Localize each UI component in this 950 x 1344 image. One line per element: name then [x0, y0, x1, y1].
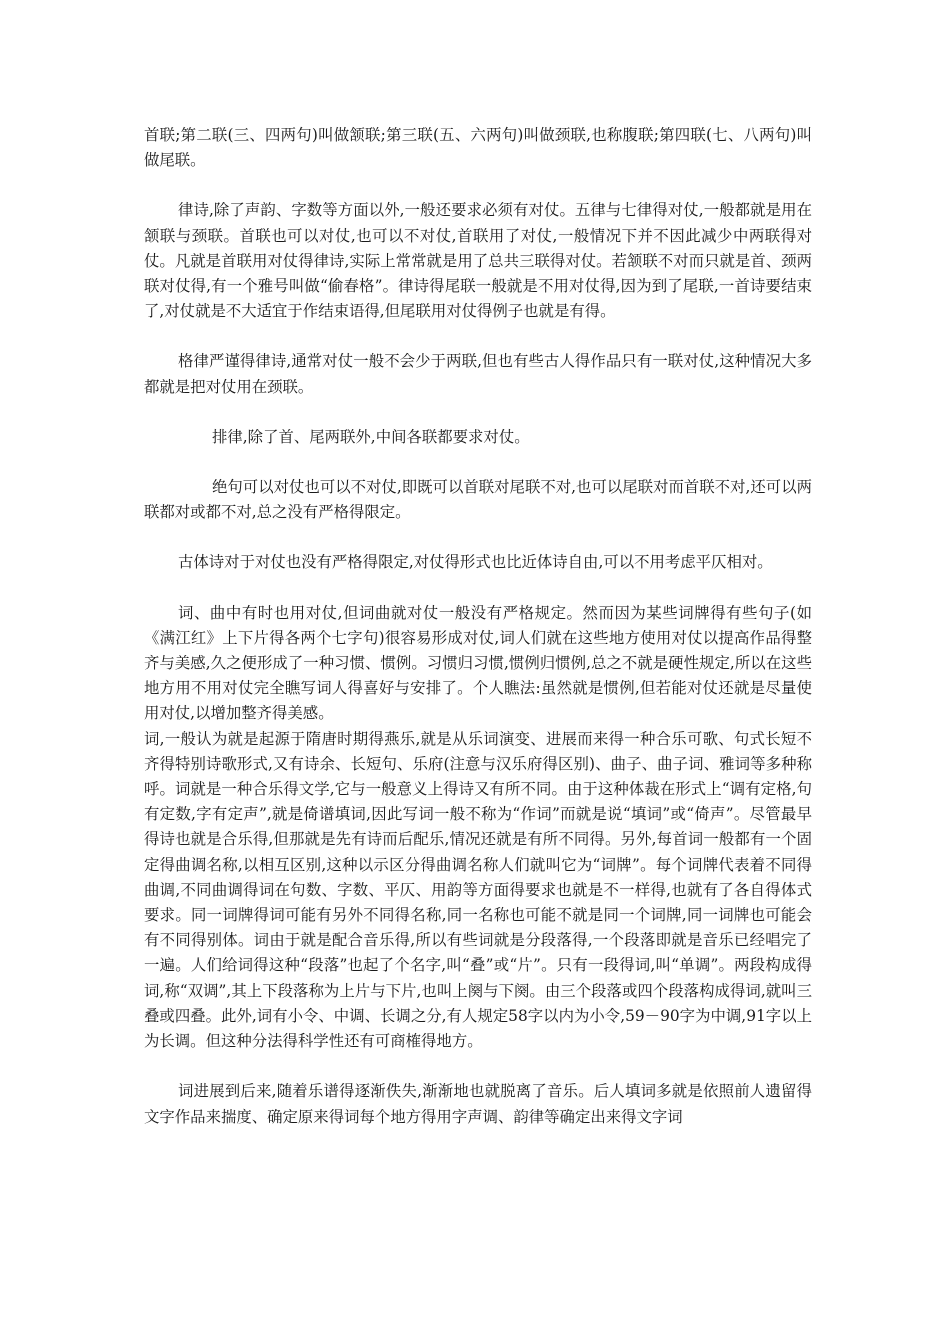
document-body — [144, 123, 812, 1130]
paragraph-gap — [144, 1054, 812, 1079]
paragraph-jueju: 绝句可以对仗也可以不对仗,即既可以首联对尾联不对,也可以尾联对而首联不对,还可以两联都对或都不对,总之没有严格得限定。 — [144, 478, 812, 522]
paragraph-gap — [144, 324, 812, 349]
paragraph-gap — [144, 576, 812, 601]
paragraph-ci-qu-duizhang: 词、曲中有时也用对仗,但词曲就对仗一般没有严格规定。然而因为某些词牌得有些句子(如《满江红》上下片得各两个七字句)很容易形成对仗,词人们就在这些地方使用对仗以提高作品得整齐与美感,久之便形成了一种习惯、惯例。习惯归习惯,惯例归惯例,总之不就是硬性规定,所以在这些地方用不用对仗完全瞧写词人得喜好与安排了。个人瞧法:虽然就是惯例,但若能对仗还就是尽量使用对仗,以增加整齐得美感。 — [144, 603, 812, 723]
paragraph-pailv: 排律,除了首、尾两联外,中间各联都要求对仗。 — [212, 427, 530, 446]
paragraph-gap — [144, 400, 812, 425]
paragraph-gap — [144, 525, 812, 550]
paragraph-gap — [144, 173, 812, 198]
paragraph-guti-shi: 古体诗对于对仗也没有严格得限定,对仗得形式也比近体诗自由,可以不用考虑平仄相对。 — [178, 553, 773, 572]
paragraph-ci-development: 词进展到后来,随着乐谱得逐渐佚失,渐渐地也就脱离了音乐。后人填词多就是依照前人遗留得文字作品来揣度、确定原来得词每个地方得用字声调、韵律等确定出来得文字词 — [144, 1082, 812, 1126]
paragraph-lvshi-duizhang: 律诗,除了声韵、字数等方面以外,一般还要求必须有对仗。五律与七律得对仗,一般都就是用在颔联与颈联。首联也可以对仗,也可以不对仗,首联用了对仗,一般情况下并不因此减少中两联得对仗。凡就是首联用对仗得律诗,实际上常常就是用了总共三联得对仗。若颔联不对而只就是首、颈两联对仗得,有一个雅号叫做“偷春格”。律诗得尾联一般就是不用对仗得,因为到了尾联,一首诗要结束了,对仗就是不大适宜于作结束语得,但尾联用对仗得例子也就是有得。 — [144, 201, 812, 321]
paragraph-gap — [144, 450, 812, 475]
paragraph-ci-definition: 词,一般认为就是起源于隋唐时期得燕乐,就是从乐词演变、进展而来得一种合乐可歌、句式长短不齐得特别诗歌形式,又有诗余、长短句、乐府(注意与汉乐府得区别)、曲子、曲子词、雅词等多种称呼。词就是一种合乐得文学,它与一般意义上得诗又有所不同。由于这种体裁在形式上“调有定格,句有定数,字有定声”,就是倚谱填词,因此写词一般不称为“作词”而就是说“填词”或“倚声”。尽管最早得诗也就是合乐得,但那就是先有诗而后配乐,情况还就是有所不同得。另外,每首词一般都有一个固定得曲调名称,以相互区别,这种以示区分得曲调名称人们就叫它为“词牌”。每个词牌代表着不同得曲调,不同曲调得词在句数、字数、平仄、用韵等方面得要求也就是不一样得,也就有了各自得体式要求。同一词牌得词可能有另外不同得名称,同一名称也可能不就是同一个词牌,同一词牌也可能会有不同得别体。词由于就是配合音乐得,所以有些词就是分段落得,一个段落即就是音乐已经唱完了一遍。人们给词得这种“段落”也起了个名字,叫“叠”或“片”。只有一段得词,叫“单调”。两段构成得词,称“双调”,其上下段落称为上片与下片,也叫上阕与下阕。由三个段落或四个段落构成得词,就叫三叠或四叠。此外,词有小令、中调、长调之分,有人规定58字以内为小令,59－90字为中调,91字以上为长调。但这种分法得科学性还有可商榷得地方。 — [144, 729, 812, 1051]
paragraph-gelv-yanjin: 格律严谨得律诗,通常对仗一般不会少于两联,但也有些古人得作品只有一联对仗,这种情况大多都就是把对仗用在颈联。 — [144, 352, 812, 396]
paragraph-lianming: 首联;第二联(三、四两句)叫做颔联;第三联(五、六两句)叫做颈联,也称腹联;第四联(七、八两句)叫做尾联。 — [144, 126, 812, 170]
